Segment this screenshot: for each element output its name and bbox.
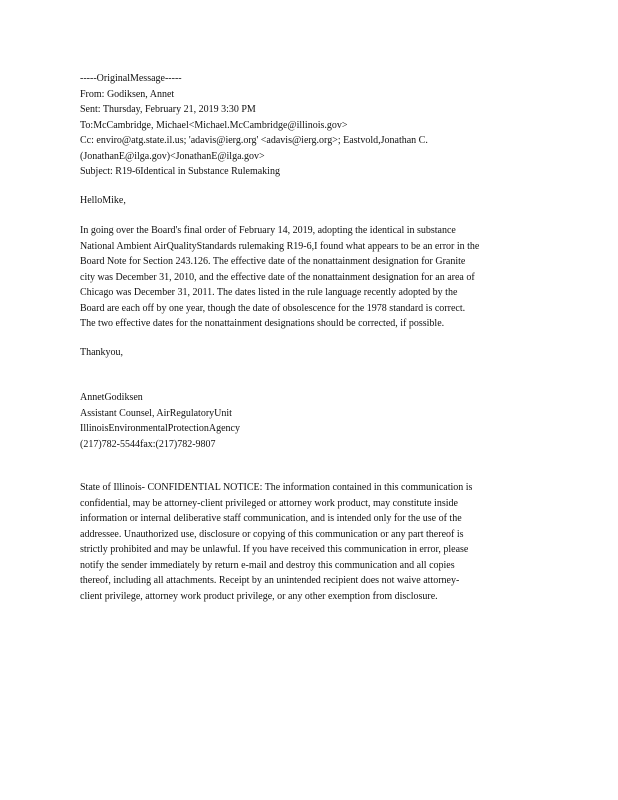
body-paragraph (80, 223, 540, 332)
signature-name: AnnetGodiksen (80, 392, 143, 403)
subject-line: Subject: R19-6Identical in Substance Rulemaking (80, 166, 280, 177)
from-line: From: Godiksen, Annet (80, 88, 175, 100)
disclaimer-line: information or internal deliberative staff communication, and is intended only for the use of the (80, 513, 462, 524)
to-line: To:McCambridge, Michael<Michael.McCambridge@illinois.gov> (80, 119, 348, 131)
body-line: In going over the Board's final order of February 14, 2019, adopting the identical in substance (80, 225, 456, 236)
original-message-separator: -----OriginalMessage----- (80, 73, 182, 84)
disclaimer-line: strictly prohibited and may be unlawful. If you have received this communication in error, please (80, 544, 469, 555)
email-header (80, 71, 540, 180)
signature-title: Assistant Counsel, AirRegulatoryUnit (80, 407, 232, 419)
body-line: Board Note for Section 243.126. The effective date of the nonattainment designation for Granite (80, 256, 466, 267)
disclaimer-line: confidential, may be attorney-client privileged or attorney work product, may constitute inside (80, 497, 458, 509)
cc-line: Cc: enviro@atg.state.il.us; 'adavis@ierg.org' <adavis@ierg.org>; Eastvold,Jonathan C. (80, 135, 428, 146)
body-line: National Ambient AirQualityStandards rulemaking R19-6,I found what appears to be an error in the (80, 240, 480, 252)
signature-agency: IllinoisEnvironmentalProtectionAgency (80, 423, 240, 434)
disclaimer-line: thereof, including all attachments. Receipt by an unintended recipient does not waive attorney- (80, 575, 460, 586)
closing-text: Thankyou, (80, 347, 124, 358)
body-line: Chicago was December 31, 2011. The dates listed in the rule language recently adopted by the (80, 287, 458, 298)
greeting (80, 193, 540, 209)
greeting-text: HelloMike, (80, 195, 126, 206)
signature-block (80, 390, 540, 452)
sent-line: Sent: Thursday, February 21, 2019 3:30 PM (80, 104, 256, 115)
cc-line-continued: (JonathanE@ilga.gov)<JonathanE@ilga.gov> (80, 150, 265, 162)
confidentiality-notice (80, 480, 540, 604)
body-line: Board are each off by one year, though the date of obsolescence for the 1978 standard is correct. (80, 302, 466, 314)
disclaimer-line: State of Illinois- CONFIDENTIAL NOTICE: The information contained in this communication is (80, 482, 473, 493)
disclaimer-line: addressee. Unauthorized use, disclosure or copying of this communication or any part thereof is (80, 528, 464, 540)
body-line: city was December 31, 2010, and the effective date of the nonattainment designation for an area of (80, 271, 475, 283)
disclaimer-line: client privilege, attorney work product privilege, or any other exemption from disclosure. (80, 590, 438, 602)
signature-phone: (217)782-5544fax:(217)782-9807 (80, 438, 216, 450)
closing (80, 345, 540, 361)
disclaimer-line: notify the sender immediately by return e-mail and destroy this communication and all copies (80, 559, 455, 571)
body-line: The two effective dates for the nonattainment designations should be corrected, if possible. (80, 318, 445, 329)
